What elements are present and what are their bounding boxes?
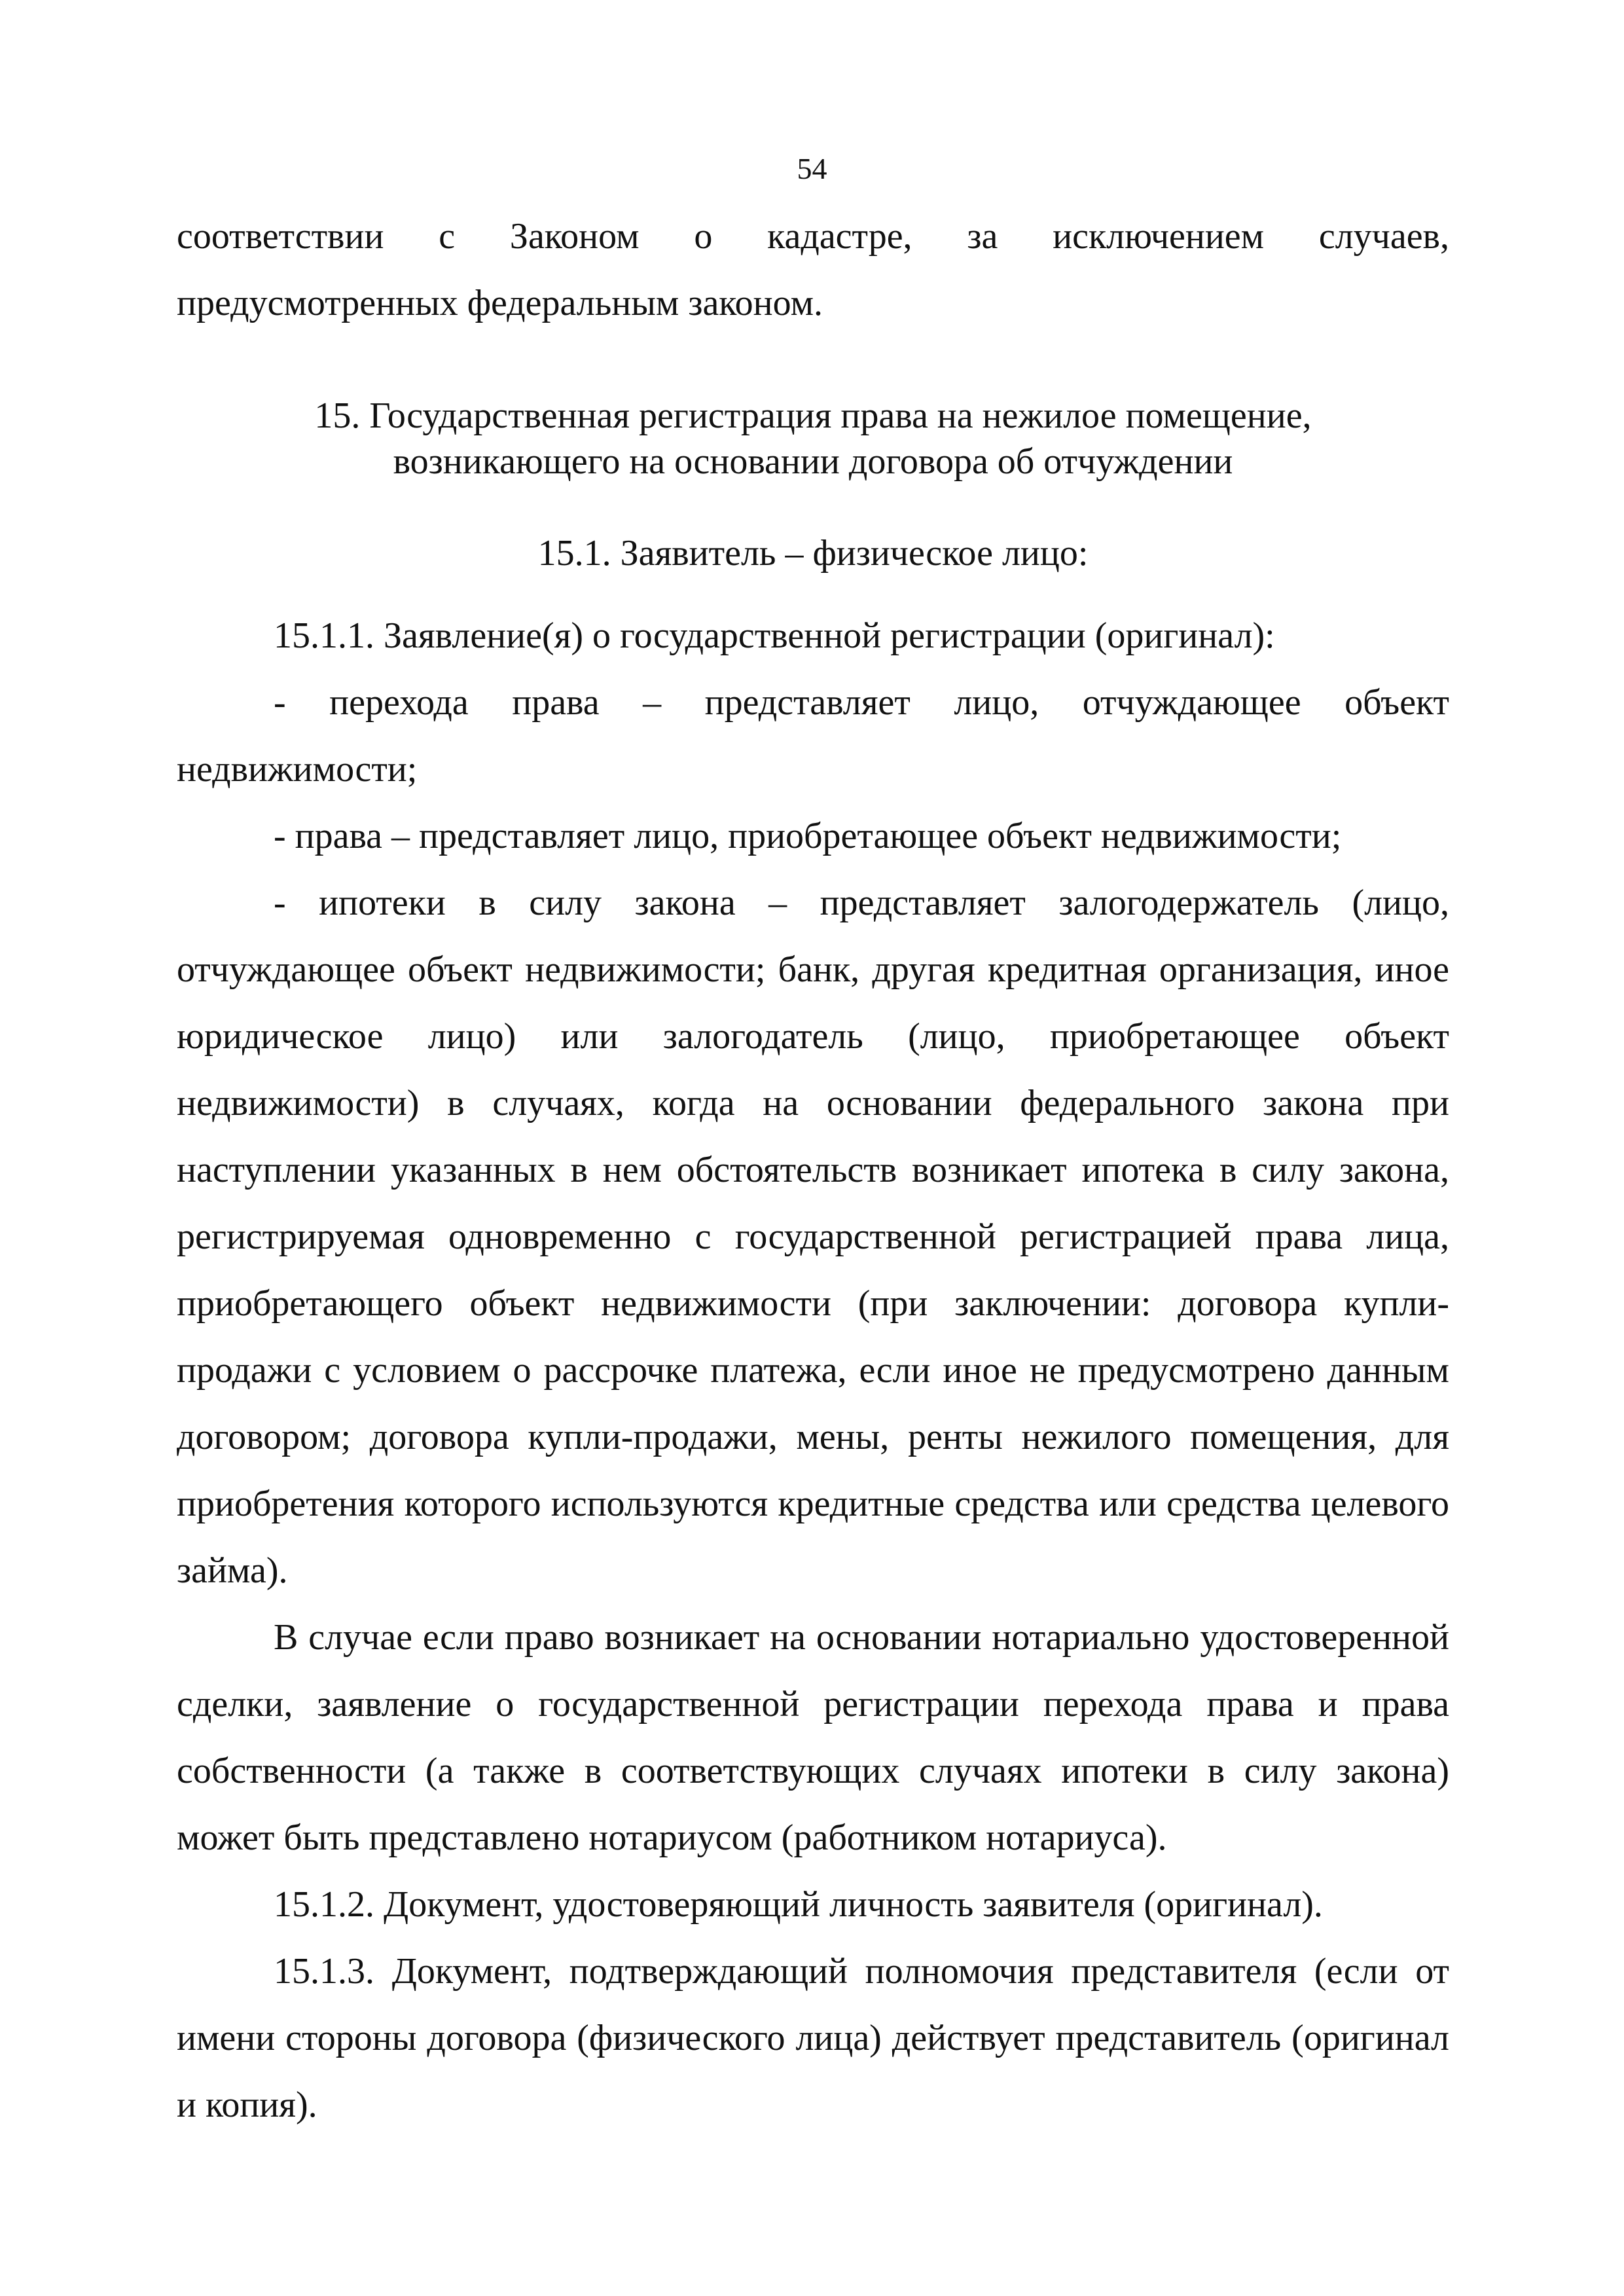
page-number: 54 <box>797 152 827 185</box>
section-15-heading-line-2: возникающего на основании договора об отчуждении <box>393 441 1233 482</box>
paragraph-transfer-line-2: недвижимости; <box>177 749 418 790</box>
intro-paragraph-line-1: соответствии с Законом о кадастре, за исключением случаев, <box>177 216 1449 257</box>
paragraph-mortgage: - ипотеки в силу закона – представляет залогодержатель (лицо, отчуждающее объект недвижимости; банк, другая кредитная организация, иное юридическое лицо) или залогодатель (лицо, приобретающее объект недвижимости) в случаях, когда на основании федерального закона при наступлении указанных в нем обстоятельств возникает ипотека в силу закона, регистрируемая одновременно с государственной регистрацией права лица, приобретающего объект недвижимости (при заключении: договора купли-продажи с условием о рассрочке платежа, если иное не предусмотрено данным договором; договора купли-продажи, мены, ренты нежилого помещения, для приобретения которого используются кредитные средства или средства целевого займа). <box>177 883 1449 1591</box>
paragraph-right: - права – представляет лицо, приобретающее объект недвижимости; <box>274 816 1342 856</box>
document-body <box>177 203 1449 2138</box>
paragraph-15-1-1: 15.1.1. Заявление(я) о государственной регистрации (оригинал): <box>274 615 1275 656</box>
paragraph-notary: В случае если право возникает на основании нотариально удостоверенной сделки, заявление о государственной регистрации перехода права и права собственности (а также в соответствующих случаях ипотеки в силу закона) может быть представлено нотариусом (работником нотариуса). <box>177 1617 1449 1858</box>
section-15-1-heading: 15.1. Заявитель – физическое лицо: <box>537 533 1089 574</box>
paragraph-15-1-3: 15.1.3. Документ, подтверждающий полномочия представителя (если от имени стороны договора (физического лица) действует представитель (оригинал и копия). <box>177 1951 1449 2125</box>
section-15-heading <box>177 393 1449 484</box>
intro-paragraph-line-2: предусмотренных федеральным законом. <box>177 283 823 323</box>
paragraph-transfer-line-1: - перехода права – представляет лицо, отчуждающее объект <box>274 682 1449 723</box>
section-15-heading-line-1: 15. Государственная регистрация права на нежилое помещение, <box>314 395 1312 436</box>
paragraph-15-1-2: 15.1.2. Документ, удостоверяющий личность заявителя (оригинал). <box>274 1884 1323 1925</box>
